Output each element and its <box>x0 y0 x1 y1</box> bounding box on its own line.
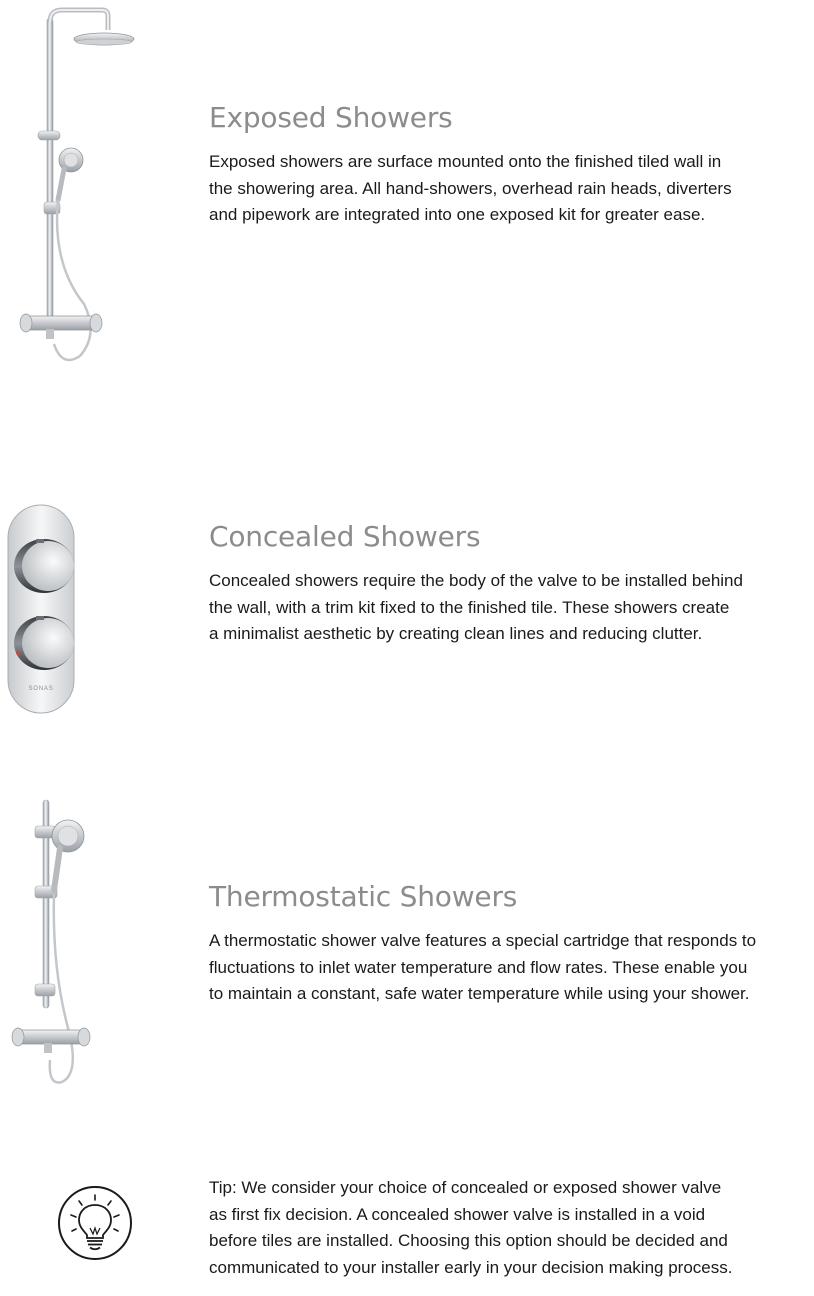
description-line: Concealed showers require the body of the valve to be installed behind <box>209 571 743 590</box>
exposed-showers-section <box>0 0 814 420</box>
tip-text <box>209 1175 814 1281</box>
description-line: fluctuations to inlet water temperature and flow rates. These enable you <box>209 957 748 977</box>
tip-line: as first fix decision. A concealed shower valve is installed in a void <box>209 1204 706 1224</box>
concealed-valve-icon <box>6 503 76 715</box>
section-heading: Exposed Showers <box>209 101 453 134</box>
section-heading: Concealed Showers <box>209 520 481 553</box>
section-description <box>209 928 814 1008</box>
description-line: to maintain a constant, safe water temperature while using your shower. <box>209 984 750 1003</box>
thermostatic-shower-kit-icon <box>10 798 92 1088</box>
description-line: the showering area. All hand-showers, overhead rain heads, diverters <box>209 178 732 198</box>
description-line: the wall, with a trim kit fixed to the finished tile. These showers create <box>209 597 730 617</box>
section-description <box>209 568 814 648</box>
section-heading: Thermostatic Showers <box>209 880 518 913</box>
lightbulb-icon <box>56 1184 134 1262</box>
description-line: and pipework are integrated into one exposed kit for greater ease. <box>209 205 706 224</box>
exposed-shower-kit-icon <box>14 4 144 366</box>
valve-brand-label: SONAS <box>28 686 54 692</box>
description-line: a minimalist aesthetic by creating clean lines and reducing clutter. <box>209 624 703 643</box>
section-description <box>209 149 814 229</box>
description-line: Exposed showers are surface mounted onto the finished tiled wall in <box>209 152 722 171</box>
description-line: A thermostatic shower valve features a special cartridge that responds to <box>209 931 757 950</box>
tip-line: Tip: We consider your choice of concealed or exposed shower valve <box>209 1178 722 1197</box>
tip-line: before tiles are installed. Choosing this option should be decided and <box>209 1231 728 1250</box>
tip-line: communicated to your installer early in your decision making process. <box>209 1257 733 1277</box>
